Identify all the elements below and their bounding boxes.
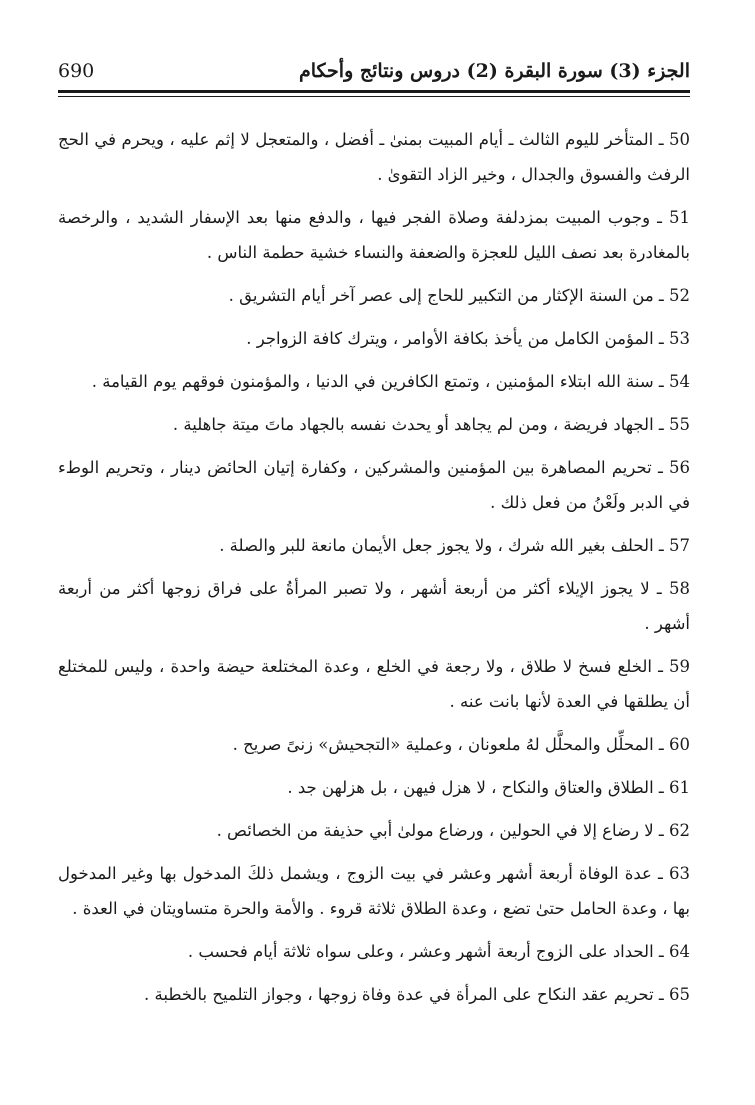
item-number: 64 (669, 942, 690, 961)
list-item: 54 ـ سنة الله ابتلاء المؤمنين ، وتمتع الكافرين في الدنيا ، والمؤمنون فوقهم يوم القيامة . (91, 372, 690, 391)
list-item: 53 ـ المؤمن الكامل من يأخذ بكافة الأوامر ، ويترك كافة الزواجر . (246, 329, 690, 348)
list-item: 59 ـ الخلع فسخ لا طلاق ، ولا رجعة في الخلع ، وعدة المختلعة حيضة واحدة ، وليس للمختلع أن يطلقها في العدة لأنها بانت عنه . (58, 657, 690, 711)
item-text: المتأخر لليوم الثالث ـ أيام المبيت بمنىٰ ـ أفضل ، والمتعجل لا إثم عليه ، ويحرم في الحج الرفث والفسوق والجدال ، وخير الزاد التقوىٰ . (58, 130, 690, 184)
list-item: 56 ـ تحريم المصاهرة بين المؤمنين والمشركين ، وكفارة إتيان الحائض دينار ، وتحريم الوطء في الدبر ولَعْنُ من فعل ذلك . (58, 458, 690, 512)
numbered-list (58, 122, 690, 1020)
item-text: من السنة الإكثار من التكبير للحاج إلى عصر آخر أيام التشريق . (228, 286, 654, 305)
item-text: سنة الله ابتلاء المؤمنين ، وتمتع الكافرين في الدنيا ، والمؤمنون فوقهم يوم القيامة . (91, 372, 654, 391)
running-title: الجزء (3) سورة البقرة (2) دروس ونتائج وأحكام (299, 60, 690, 82)
item-number: 51 (669, 208, 691, 227)
item-number: 52 (669, 286, 690, 305)
item-number: 60 (669, 735, 690, 754)
item-number: 61 (669, 778, 690, 797)
item-text: الحداد على الزوج أربعة أشهر وعشر ، وعلى سواه ثلاثة أيام فحسب . (187, 942, 654, 961)
list-item: 60 ـ المحلِّل والمحلَّل لهُ ملعونان ، وعملية «التجحيش» زنىً صريح . (232, 735, 690, 754)
list-item: 62 ـ لا رضاع إلا في الحولين ، ورضاع مولىٰ أبي حذيفة من الخصائص . (216, 821, 690, 840)
page-number: 690 (58, 60, 95, 82)
item-text: تحريم المصاهرة بين المؤمنين والمشركين ، وكفارة إتيان الحائض دينار ، وتحريم الوطء في الدبر ولَعْنُ من فعل ذلك . (58, 458, 690, 512)
item-number: 50 (669, 130, 691, 149)
item-text: لا يجوز الإيلاء أكثر من أربعة أشهر ، ولا تصبر المرأةُ على فراق زوجها أكثر من أربعة أشهر . (58, 579, 690, 633)
list-item: 50 ـ المتأخر لليوم الثالث ـ أيام المبيت بمنىٰ ـ أفضل ، والمتعجل لا إثم عليه ، ويحرم في الحج الرفث والفسوق والجدال ، وخير الزاد التقوىٰ . (58, 130, 691, 184)
list-item: 51 ـ وجوب المبيت بمزدلفة وصلاة الفجر فيها ، والدفع منها بعد الإسفار الشديد ، والرخصة بالمغادرة بعد نصف الليل للعجزة والضعفة والنساء خشية حطمة الناس . (58, 208, 691, 262)
list-item: 65 ـ تحريم عقد النكاح على المرأة في عدة وفاة زوجها ، وجواز التلميح بالخطبة . (144, 985, 690, 1004)
list-item: 58 ـ لا يجوز الإيلاء أكثر من أربعة أشهر ، ولا تصبر المرأةُ على فراق زوجها أكثر من أربعة أشهر . (58, 579, 690, 633)
item-number: 63 (669, 864, 690, 883)
item-text: الخلع فسخ لا طلاق ، ولا رجعة في الخلع ، وعدة المختلعة حيضة واحدة ، وليس للمختلع أن يطلقها في العدة لأنها بانت عنه . (58, 657, 690, 711)
list-item: 57 ـ الحلف بغير الله شرك ، ولا يجوز جعل الأيمان مانعة للبر والصلة . (219, 536, 690, 555)
item-number: 62 (669, 821, 690, 840)
list-item: 61 ـ الطلاق والعتاق والنكاح ، لا هزل فيهن ، بل هزلهن جد . (287, 778, 690, 797)
item-text: الطلاق والعتاق والنكاح ، لا هزل فيهن ، بل هزلهن جد . (287, 778, 654, 797)
item-text: المؤمن الكامل من يأخذ بكافة الأوامر ، ويترك كافة الزواجر . (246, 329, 654, 348)
header-rule-thin (58, 96, 690, 97)
header-rule-thick (58, 90, 690, 93)
list-item: 55 ـ الجهاد فريضة ، ومن لم يجاهد أو يحدث نفسه بالجهاد ماتَ ميتة جاهلية . (172, 415, 690, 434)
item-number: 59 (669, 657, 690, 676)
item-number: 57 (669, 536, 690, 555)
list-item: 52 ـ من السنة الإكثار من التكبير للحاج إلى عصر آخر أيام التشريق . (228, 286, 690, 305)
list-item: 64 ـ الحداد على الزوج أربعة أشهر وعشر ، وعلى سواه ثلاثة أيام فحسب . (187, 942, 690, 961)
book-page (58, 58, 690, 1098)
item-text: عدة الوفاة أربعة أشهر وعشر في بيت الزوج ، ويشمل ذلكَ المدخول بها وغير المدخول بها ، وعدة الحامل حتىٰ تضع ، وعدة الطلاق ثلاثة قروء . والأمة والحرة متساويتان في العدة . (58, 864, 690, 918)
item-text: لا رضاع إلا في الحولين ، ورضاع مولىٰ أبي حذيفة من الخصائص . (216, 821, 654, 840)
item-number: 53 (669, 329, 690, 348)
item-text: وجوب المبيت بمزدلفة وصلاة الفجر فيها ، والدفع منها بعد الإسفار الشديد ، والرخصة بالمغادرة بعد نصف الليل للعجزة والضعفة والنساء خشية حطمة الناس . (58, 208, 690, 262)
item-number: 58 (669, 579, 690, 598)
item-text: الجهاد فريضة ، ومن لم يجاهد أو يحدث نفسه بالجهاد ماتَ ميتة جاهلية . (172, 415, 654, 434)
item-text: تحريم عقد النكاح على المرأة في عدة وفاة زوجها ، وجواز التلميح بالخطبة . (144, 985, 654, 1004)
item-text: الحلف بغير الله شرك ، ولا يجوز جعل الأيمان مانعة للبر والصلة . (219, 536, 654, 555)
item-number: 54 (669, 372, 690, 391)
list-item: 63 ـ عدة الوفاة أربعة أشهر وعشر في بيت الزوج ، ويشمل ذلكَ المدخول بها وغير المدخول بها ، وعدة الحامل حتىٰ تضع ، وعدة الطلاق ثلاثة قروء . والأمة والحرة متساويتان في العدة . (58, 864, 690, 918)
item-number: 65 (669, 985, 690, 1004)
item-text: المحلِّل والمحلَّل لهُ ملعونان ، وعملية «التجحيش» زنىً صريح . (232, 735, 654, 754)
item-number: 55 (669, 415, 690, 434)
item-number: 56 (669, 458, 690, 477)
running-header (58, 58, 690, 90)
